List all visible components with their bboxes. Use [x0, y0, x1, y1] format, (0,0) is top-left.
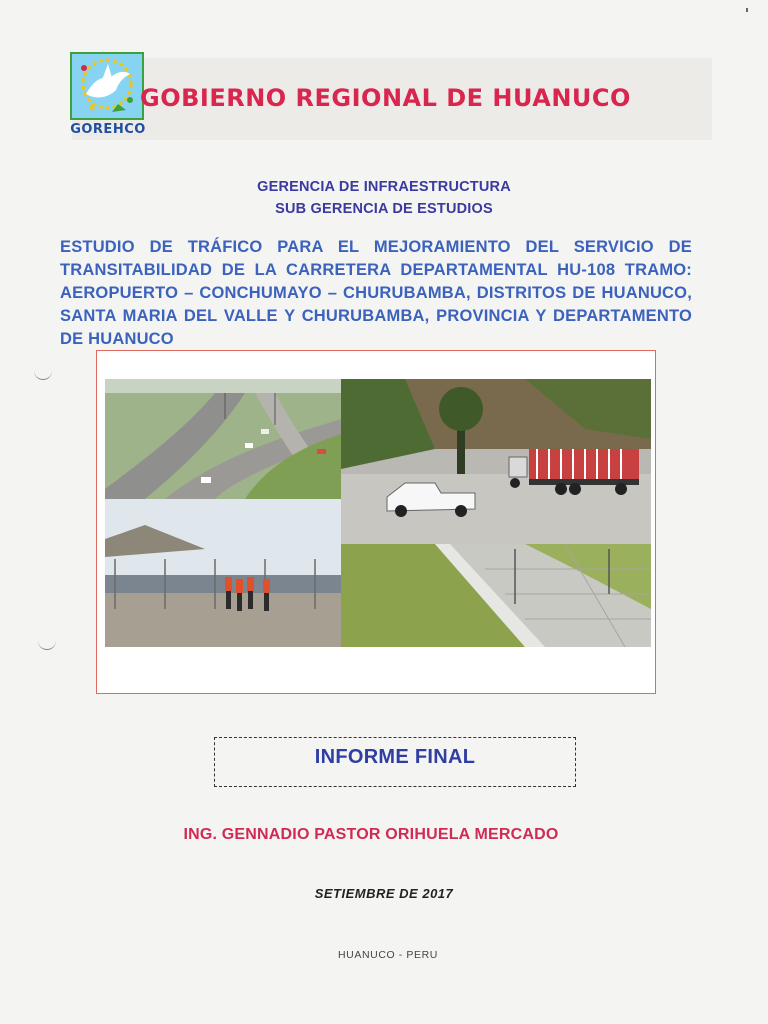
report-type-box [214, 737, 576, 787]
organization-title: GOBIERNO REGIONAL DE HUANUCO [140, 84, 631, 112]
photo-team [105, 499, 341, 647]
scan-speck [746, 8, 748, 12]
study-title: ESTUDIO DE TRÁFICO PARA EL MEJORAMIENTO DEL SERVICIO DE TRANSITABILIDAD DE LA CARRETERA DEPARTAMENTAL HU-108 TRAMO: AEROPUERTO – CONCHUMAYO – CHURUBAMBA, DISTRITOS DE HUANUCO, SANTA MARIA DEL VALLE Y CHURUBAMBA, PROVINCIA Y DEPARTAMENTO DE HUANUCO [60, 238, 692, 348]
photo-roadside [341, 544, 651, 647]
report-type: INFORME FINAL [314, 746, 476, 768]
photo-highway [105, 379, 341, 499]
logo-text: GOREHCO [70, 122, 146, 137]
binding-hole-mark [34, 370, 52, 380]
department-line-1: GERENCIA DE INFRAESTRUCTURA [257, 179, 511, 195]
report-date: SETIEMBRE DE 2017 [314, 886, 454, 901]
logo-emblem-icon [70, 52, 144, 120]
photo-collage [105, 379, 651, 647]
binding-hole-mark [38, 640, 56, 650]
report-place: HUANUCO - PERU [338, 949, 438, 961]
photo-vehicles [341, 379, 651, 544]
author-name: ING. GENNADIO PASTOR ORIHUELA MERCADO [183, 826, 559, 843]
photo-collage-frame [96, 350, 656, 694]
department-line-2: SUB GERENCIA DE ESTUDIOS [275, 201, 493, 217]
gorehco-logo [70, 52, 146, 140]
